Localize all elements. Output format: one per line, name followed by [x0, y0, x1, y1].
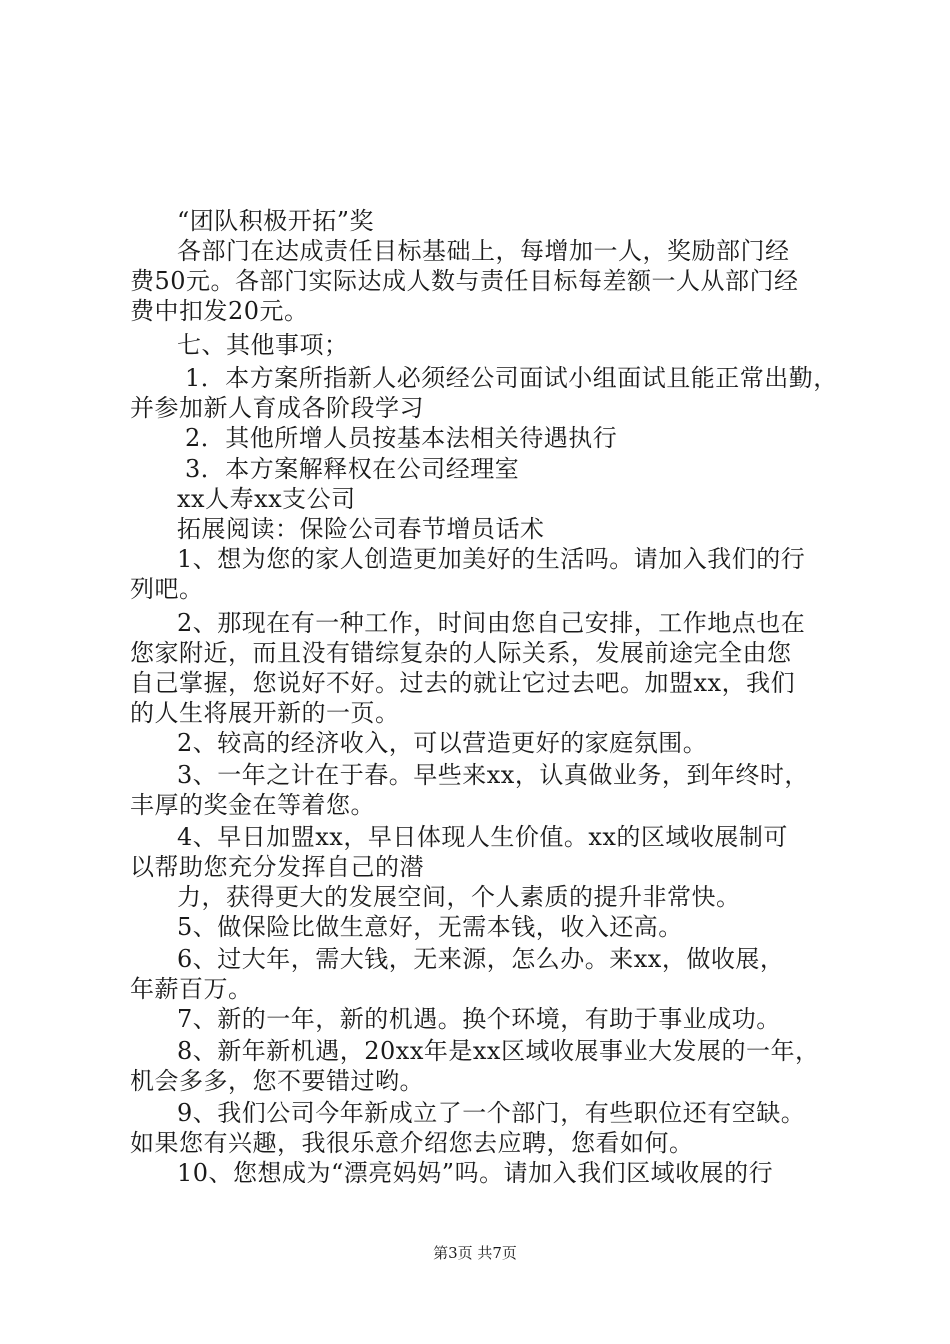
paragraph-line: 8、新年新机遇，20xx年是xx区域收展事业大发展的一年， — [177, 1037, 820, 1065]
paragraph-line: 1、想为您的家人创造更加美好的生活吗。请加入我们的行 — [177, 545, 806, 573]
paragraph-line: 10、您想成为“漂亮妈妈”吗。请加入我们区域收展的行 — [177, 1159, 774, 1187]
paragraph-line: 7、新的一年，新的机遇。换个环境，有助于事业成功。 — [177, 1005, 781, 1033]
paragraph-line: 自己掌握，您说好不好。过去的就让它过去吧。加盟xx，我们 — [130, 669, 796, 697]
paragraph-line: 5、做保险比做生意好，无需本钱，收入还高。 — [177, 913, 683, 941]
paragraph-line: 机会多多，您不要错过哟。 — [130, 1067, 424, 1095]
paragraph-line: 费中扣发20元。 — [130, 297, 309, 325]
paragraph-line: 4、早日加盟xx，早日体现人生价值。xx的区域收展制可 — [177, 823, 788, 851]
paragraph-line: 年薪百万。 — [130, 975, 253, 1003]
list-item: 并参加新人育成各阶段学习 — [130, 394, 424, 422]
paragraph-line: 9、我们公司今年新成立了一个部门，有些职位还有空缺。 — [177, 1099, 806, 1127]
company-name: xx人寿xx支公司 — [177, 485, 356, 513]
paragraph-line: 2、较高的经济收入，可以营造更好的家庭氛围。 — [177, 729, 708, 757]
extended-reading-title: 拓展阅读：保险公司春节增员话术 — [177, 515, 545, 543]
page-number-footer: 第3页 共7页 — [433, 1244, 517, 1262]
paragraph-line: 的人生将展开新的一页。 — [130, 699, 400, 727]
paragraph-line: 费50元。各部门实际达成人数与责任目标每差额一人从部门经 — [130, 267, 799, 295]
paragraph-line: 您家附近，而且没有错综复杂的人际关系，发展前途完全由您 — [130, 639, 792, 667]
paragraph-line: 2、那现在有一种工作，时间由您自己安排，工作地点也在 — [177, 609, 806, 637]
paragraph-line: 各部门在达成责任目标基础上，每增加一人，奖励部门经 — [177, 237, 790, 265]
paragraph-line: 列吧。 — [130, 575, 204, 603]
section-heading: 七、其他事项； — [177, 331, 349, 359]
paragraph-line: 以帮助您充分发挥自己的潜 — [130, 853, 424, 881]
list-item: 2．其他所增人员按基本法相关待遇执行 — [185, 424, 618, 452]
list-item: 1．本方案所指新人必须经公司面试小组面试且能正常出勤， — [185, 364, 838, 392]
paragraph-line: 力，获得更大的发展空间，个人素质的提升非常快。 — [177, 883, 741, 911]
paragraph-line: 丰厚的奖金在等着您。 — [130, 791, 375, 819]
award-heading: “团队积极开拓”奖 — [177, 207, 375, 235]
paragraph-line: 6、过大年，需大钱，无来源，怎么办。来xx，做收展， — [177, 945, 785, 973]
list-item: 3．本方案解释权在公司经理室 — [185, 455, 520, 483]
paragraph-line: 如果您有兴趣，我很乐意介绍您去应聘，您看如何。 — [130, 1129, 694, 1157]
paragraph-line: 3、一年之计在于春。早些来xx，认真做业务，到年终时， — [177, 761, 809, 789]
